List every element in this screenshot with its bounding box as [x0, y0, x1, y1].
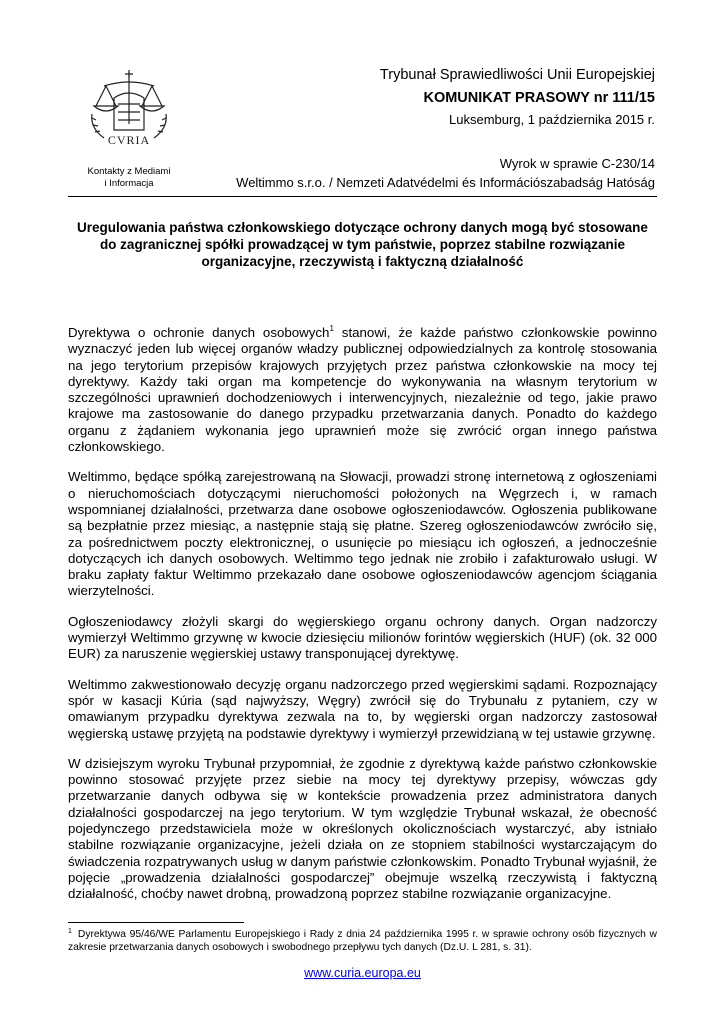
paragraph-1 [68, 325, 657, 455]
footnote-number: 1 [68, 928, 72, 935]
contact-line-1: Kontakty z Mediami [87, 166, 171, 177]
headline: Uregulowania państwa członkowskiego dotyczące ochrony danych mogą być stosowane do zagranicznej spółki prowadzącej w tym państwie, poprzez stabilne rozwiązanie organizacyjne, rzeczywistą i faktyczną działalność [77, 220, 648, 269]
media-contact-label [72, 166, 186, 190]
scales-of-justice-icon [84, 68, 174, 152]
footnote-divider [68, 922, 244, 923]
website-link[interactable]: www.curia.europa.eu [304, 966, 421, 980]
header-divider [68, 196, 657, 197]
paragraph-2: Weltimmo, będące spółką zarejestrowaną na Słowacji, prowadzi stronę internetową z ogłoszeniami o nieruchomościach dotyczącymi nieruchomości położonych na Węgrzech i, w ramach wspomnianej działalności, przetwarza dane osobowe ogłoszeniodawców. Ogłoszenia publikowane są bezpłatnie przez miesiąc, a następnie stają się płatne. Szereg ogłoszeniodawców zwróciło się, za pośrednictwem poczty elektronicznej, o usunięcie po miesiącu ich ogłoszeń, a jednocześnie dotyczących ich danych osobowych. Weltimmo tego jednak nie zrobiło i zafakturowało usługi. W braku zapłaty faktur Weltimmo przekazało dane osobowe ogłoszeniodawców agencjom ściągania wierzytelności. [68, 469, 657, 599]
press-release-number: KOMUNIKAT PRASOWY nr 111/15 [423, 90, 655, 106]
footnote-text: Dyrektywa 95/46/WE Parlamentu Europejskiego i Rady z dnia 24 października 1995 r. w sprawie ochrony osób fizycznych w zakresie przetwarzania danych osobowych i swobodnego przepływu tych danych (Dz.U. L 281, s. 31). [68, 929, 657, 953]
footnote [68, 928, 657, 954]
press-release-body [68, 325, 657, 917]
paragraph-3: Ogłoszeniodawcy złożyli skargi do węgierskiego organu ochrony danych. Organ nadzorczy wymierzył Weltimmo grzywnę w kwocie dziesięciu milionów forintów węgierskich (HUF) (ok. 32 000 EUR) za naruszenie węgierskiej ustawy transponującej dyrektywę. [68, 613, 657, 662]
case-reference: Wyrok w sprawie C-230/14 [499, 156, 655, 171]
paragraph-1-rest: stanowi, że każde państwo członkowskie powinno wyznaczyć jeden lub więcej organów władzy publicznej odpowiedzialnych za kontrolę stosowania na jego terytorium przepisów krajowych przyjętych przez państwa członkowskie na mocy tej dyrektywy. Każdy taki organ ma kompetencje do wykonywania na własnym terytorium w szczególności uprawnień dochodzeniowych i interwencyjnych, niezależnie od tego, jakie prawo krajowe ma zastosowanie do danego przypadku przetwarzania danych. Ponadto do każdego organu z żądaniem wykonania jego uprawnień może się zwrócić organ innego państwa członkowskiego. [68, 325, 657, 455]
paragraph-1-start: Dyrektywa o ochronie danych osobowych [68, 325, 330, 340]
place-date: Luksemburg, 1 października 2015 r. [449, 112, 655, 127]
case-parties: Weltimmo s.r.o. / Nemzeti Adatvédelmi és Információszabadság Hatóság [236, 175, 655, 190]
footnote-reference: 1 [329, 324, 334, 333]
paragraph-5: W dzisiejszym wyroku Trybunał przypomniał, że zgodnie z dyrektywą każde państwo członkowskie powinno stosować przyjęte przez siebie na mocy tej dyrektywy przepisy, wówczas gdy przetwarzanie danych odbywa się w kontekście prowadzenia przez administratora danych działalności gospodarczej na jego terytorium. W tym względzie Trybunał wskazał, że obecność pojedynczego przedstawiciela może w określonych okolicznościach wystarczyć, aby istniało stabilne rozwiązanie organizacyjne, jeżeli działa on ze stopniem stabilności wystarczającym do świadczenia rozpatrywanych usług w danym państwie członkowskim. Ponadto Trybunał wyjaśnił, że pojęcie „prowadzenia działalności gospodarczej” obejmuje wszelką rzeczywistą i faktyczną działalność, choćby nawet drobną, prowadzoną poprzez stabilne rozwiązanie organizacyjne. [68, 755, 657, 902]
curia-logo [84, 68, 174, 152]
paragraph-4: Weltimmo zakwestionowało decyzję organu nadzorczego przed węgierskimi sądami. Rozpoznający spór w kasacji Kúria (sąd najwyższy, Węgry) zwrócił się do Trybunału z pytaniem, czy w omawianym przypadku dyrektywa zezwala na to, by węgierski organ nadzorczy zastosował węgierską ustawę przyjętą na podstawie dyrektywy i wymierzył przewidzianą w tej ustawie grzywnę. [68, 676, 657, 741]
court-name: Trybunał Sprawiedliwości Unii Europejskiej [379, 67, 655, 83]
logo-text: CVRIA [107, 133, 151, 147]
contact-line-2: i Informacja [104, 178, 154, 189]
